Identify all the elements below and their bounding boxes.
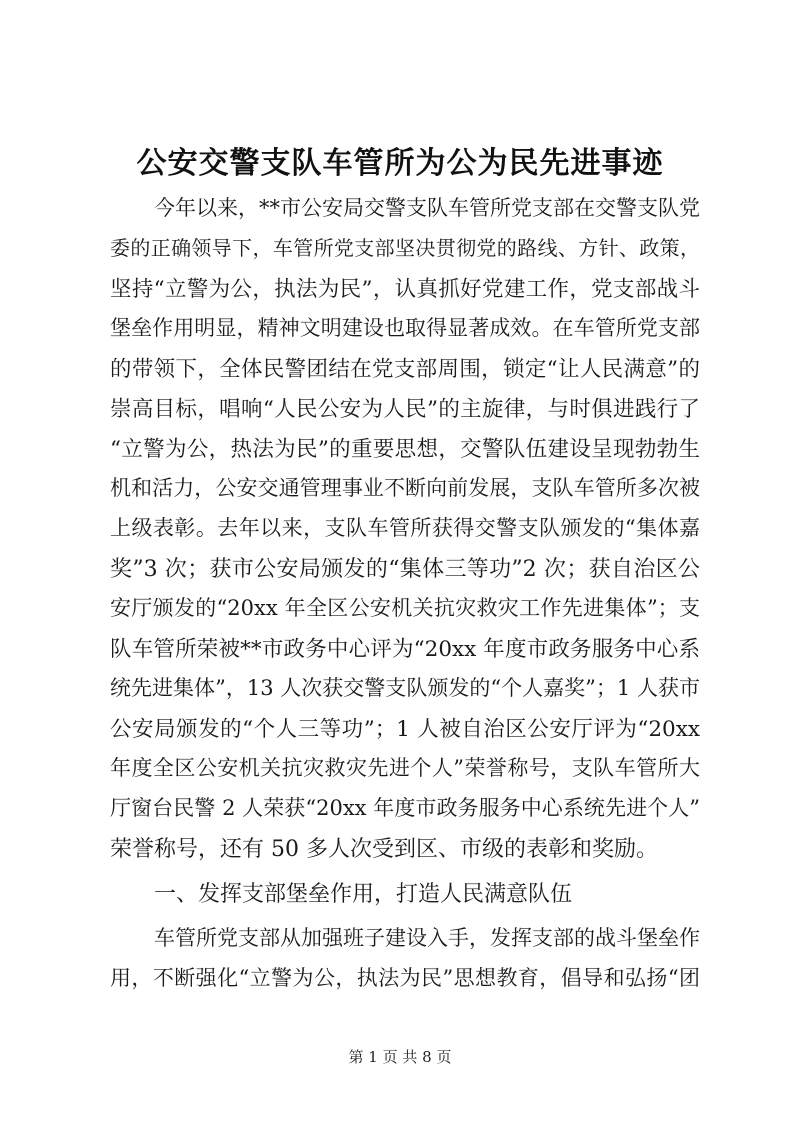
document-title: 公安交警支队车管所为公为民先进事迹	[136, 146, 664, 181]
paragraph1-line-8: 机和活力，公安交通管理事业不断向前发展，支队车管所多次被	[110, 476, 700, 500]
paragraph1-line-6: 崇高目标，唱响“人民公安为人民”的主旋律，与时俱进践行了	[110, 397, 700, 422]
section1-heading: 一、发挥支部堡垒作用，打造人民满意队伍	[154, 882, 573, 907]
paragraph1-line-4: 堡垒作用明显，精神文明建设也取得显著成效。在车管所党支部	[110, 316, 700, 340]
paragraph2-line-1: 车管所党支部从加强班子建设入手，发挥支部的战斗堡垒作	[154, 926, 700, 950]
paragraph1-line-10: 奖”3 次；获市公安局颁发的“集体三等功”2 次；获自治区公	[110, 557, 700, 582]
paragraph1-line-11: 安厅颁发的“20xx 年全区公安机关抗灾救灾工作先进集体”；支	[110, 596, 700, 620]
page-number-footer: 第 1 页 共 8 页	[348, 1048, 452, 1066]
paragraph1-line-9: 上级表彰。去年以来，支队车管所获得交警支队颁发的“集体嘉	[110, 516, 700, 540]
paragraph1-line-13: 统先进集体”，13 人次获交警支队颁发的“个人嘉奖”；1 人获市	[110, 676, 700, 700]
paragraph1-line-16: 厅窗台民警 2 人荣获“20xx 年度市政务服务中心系统先进个人”	[110, 796, 700, 820]
paragraph1-line-7: “立警为公，热法为民”的重要思想，交警队伍建设呈现勃勃生	[110, 437, 700, 462]
paragraph1-line-3: 坚持“立警为公，执法为民”，认真抓好党建工作，党支部战斗	[110, 277, 700, 302]
paragraph1-line-5: 的带领下，全体民警团结在党支部周围，锁定“让人民满意”的	[110, 357, 700, 382]
paragraph1-line-1: 今年以来，**市公安局交警支队车管所党支部在交警支队党	[154, 196, 700, 220]
paragraph1-line-12: 队车管所荣被**市政务中心评为“20xx 年度市政务服务中心系	[110, 637, 700, 662]
paragraph1-line-15: 年度全区公安机关抗灾救灾先进个人”荣誉称号，支队车管所大	[110, 756, 700, 780]
paragraph1-line-2: 委的正确领导下，车管所党支部坚决贯彻党的路线、方针、政策，	[110, 236, 700, 260]
paragraph2-line-2: 用，不断强化“立警为公，执法为民”思想教育，倡导和弘扬“团	[110, 966, 700, 990]
paragraph1-line-14: 公安局颁发的“个人三等功”；1 人被自治区公安厅评为“20xx	[110, 717, 700, 742]
paragraph1-line-17: 荣誉称号，还有 50 多人次受到区、市级的表彰和奖励。	[110, 837, 658, 862]
